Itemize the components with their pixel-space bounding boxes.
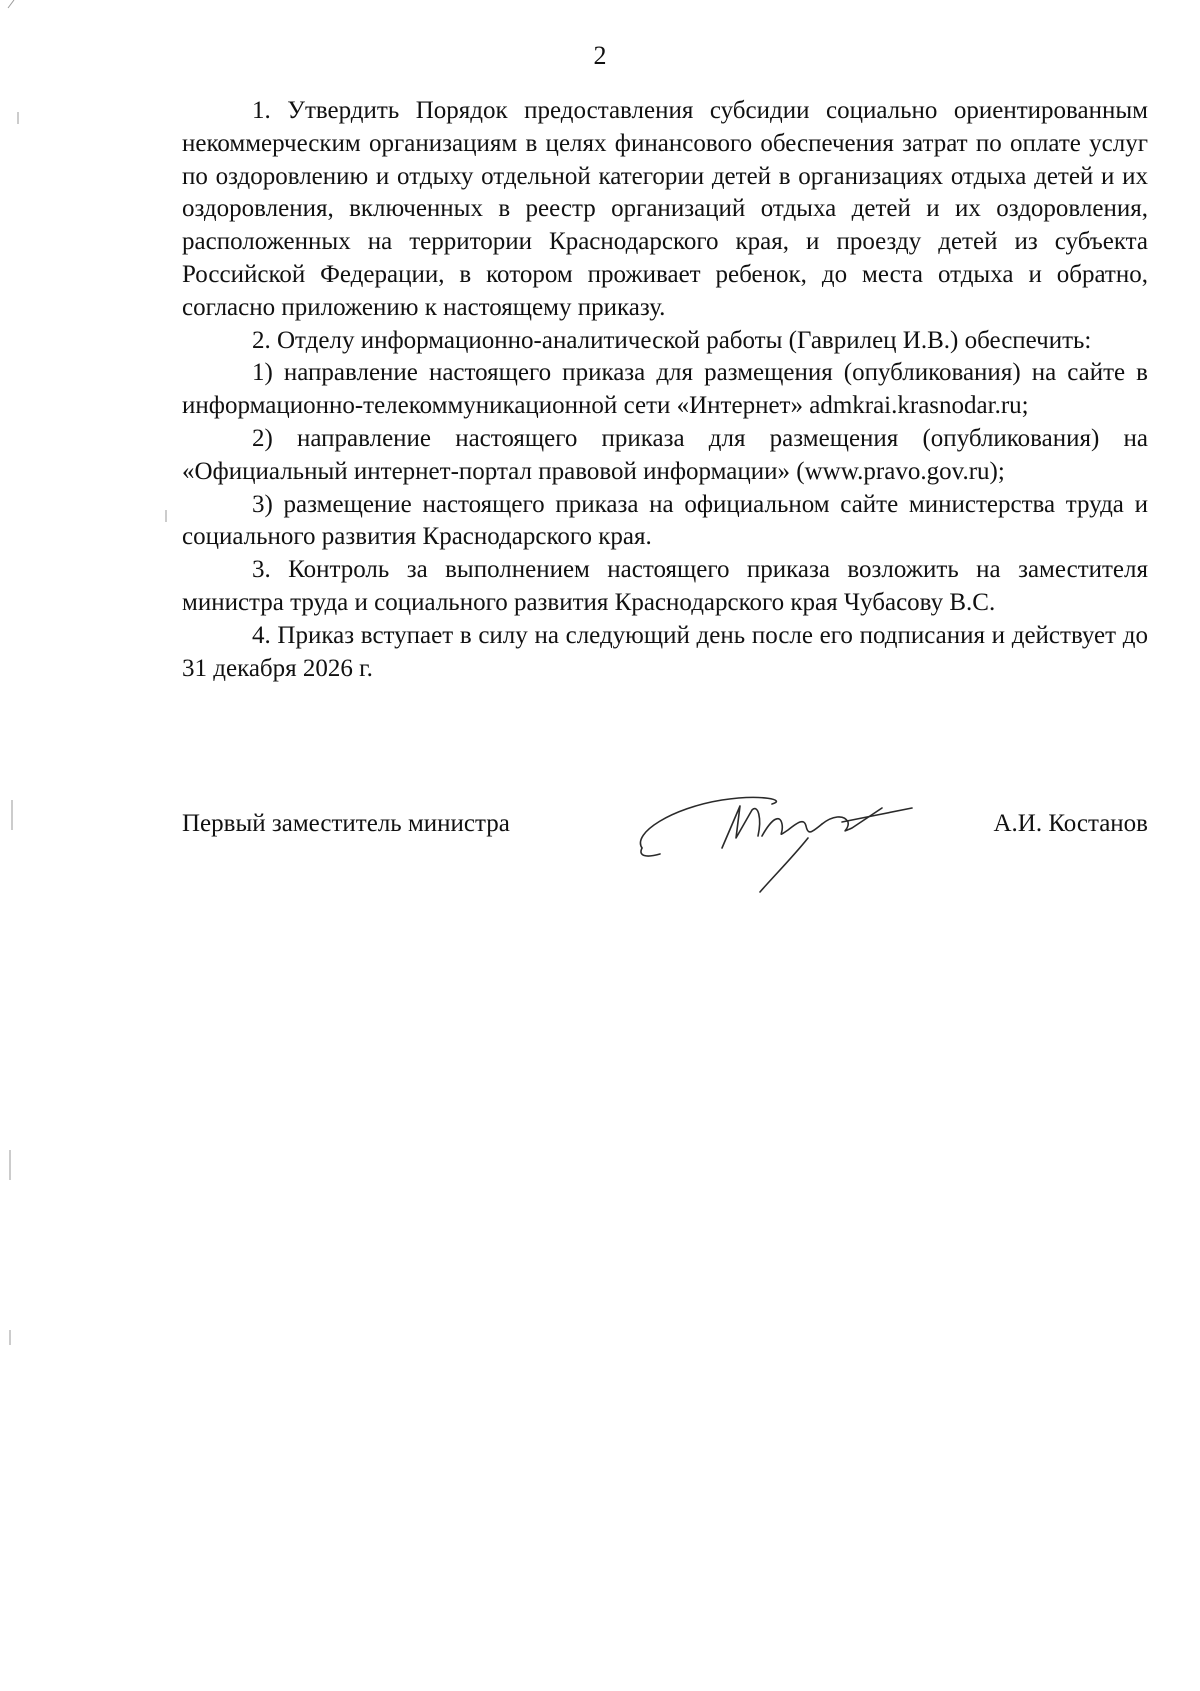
paragraph-subitem-website: 1) направление настоящего приказа для размещения (опубликования) на сайте в информационно-телекоммуникационной сети «Интернет» admkrai.krasnodar.ru; — [182, 359, 1148, 420]
paragraph-info-department: 2. Отделу информационно-аналитической работы (Гаврилец И.В.) обеспечить: — [252, 326, 1092, 354]
paragraph-subitem-ministry-site: 3) размещение настоящего приказа на официальном сайте министерства труда и социального развития Краснодарского края. — [182, 490, 1148, 551]
paragraph-subitem-legal-portal: 2) направление настоящего приказа для размещения (опубликования) на «Официальный интернет-портал правовой информации» (www.pravo.gov.ru); — [182, 424, 1148, 485]
paragraph-approve-procedure: 1. Утвердить Порядок предоставления субсидии социально ориентированным некоммерческим организациям в целях финансового обеспечения затрат по оплате услуг по оздоровлению и отдыху отдельной категории детей в организациях отдыха детей и их оздоровления, включенных в реестр организаций отдыха детей и их оздоровления, расположенных на территории Краснодарского края, и проезду детей из субъекта Российской Федерации, в котором проживает ребенок, до места отдыха и обратно, согласно приложению к настоящему приказу. — [182, 97, 1148, 321]
signer-position: Первый заместитель министра — [182, 810, 510, 837]
page-number: 2 — [593, 41, 607, 70]
signer-name: А.И. Костанов — [993, 810, 1148, 837]
signature-block — [182, 788, 1148, 908]
paragraph-effective-date: 4. Приказ вступает в силу на следующий день после его подписания и действует до 31 декабря 2026 г. — [182, 621, 1148, 682]
handwritten-signature — [612, 778, 932, 898]
paragraph-control: 3. Контроль за выполнением настоящего приказа возложить на заместителя министра труда и социального развития Краснодарского края Чубасову В.С. — [182, 556, 1148, 616]
order-body — [182, 95, 1148, 685]
